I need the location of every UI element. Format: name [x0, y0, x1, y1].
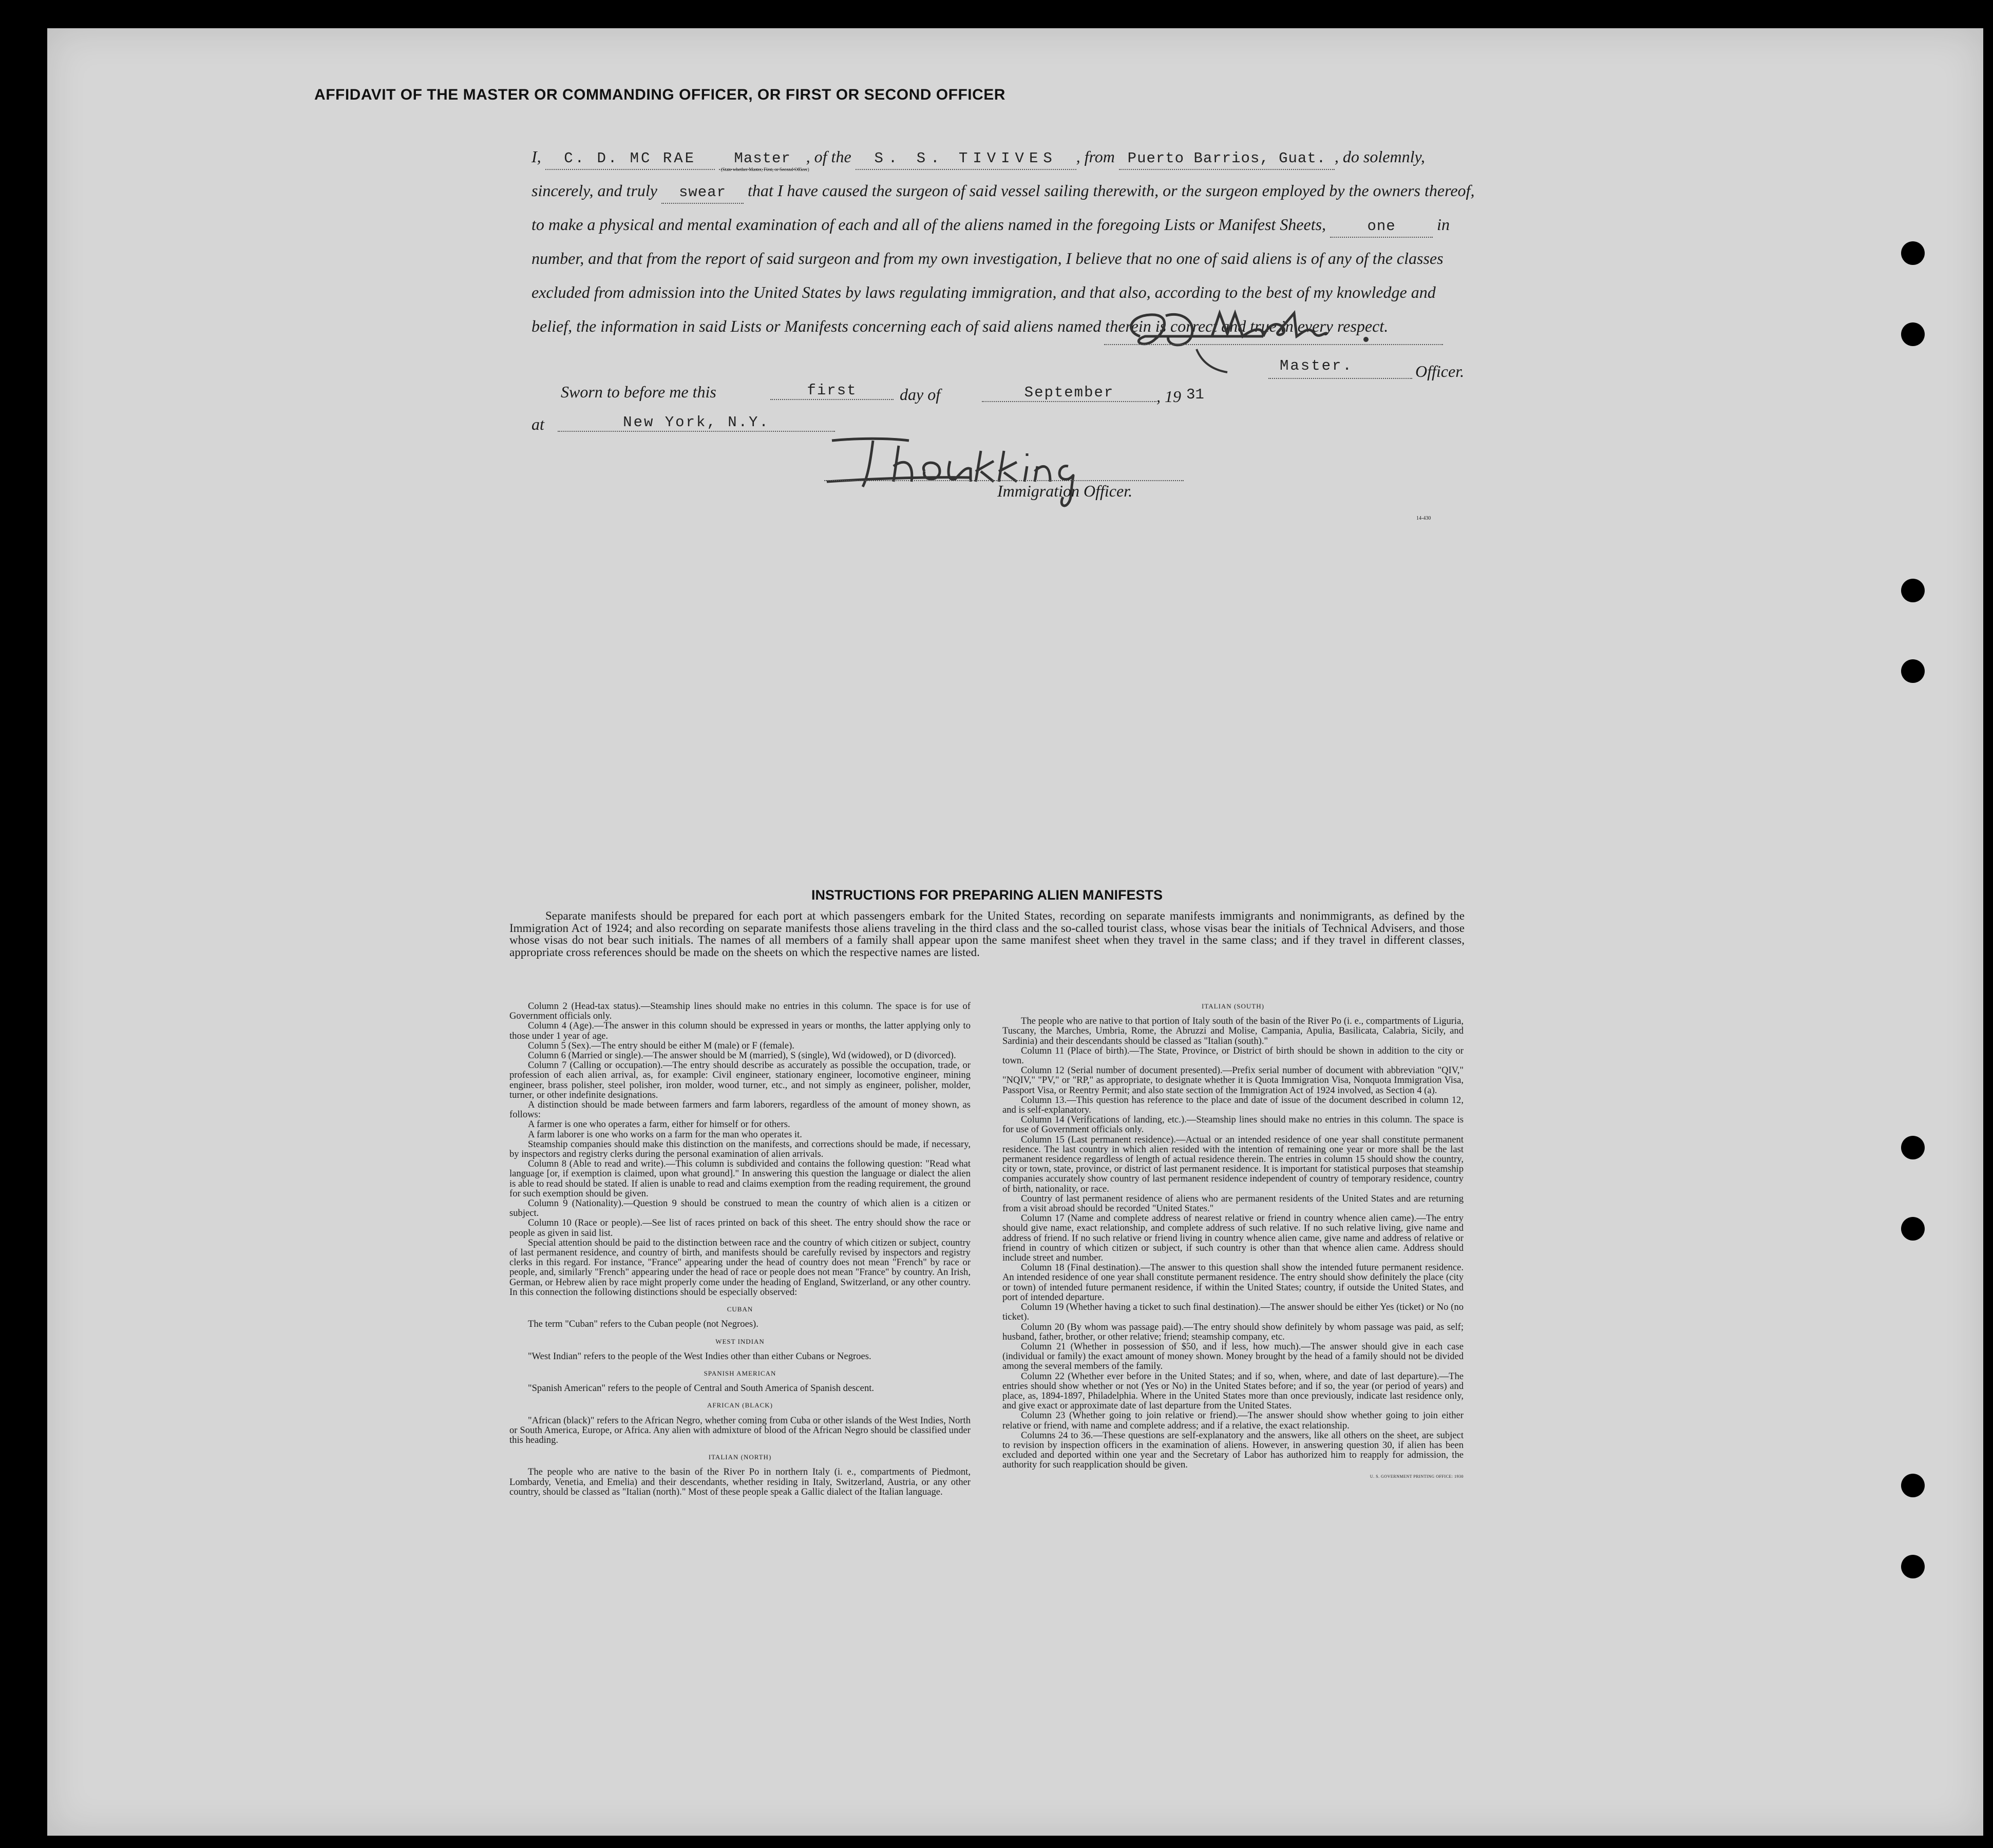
of-the-label: , of the [806, 147, 851, 166]
punch-hole [1901, 1136, 1925, 1159]
instruction-paragraph: Column 6 (Married or single).—The answer should be M (married), S (single), Wd (widowed), or D (divorced). [528, 1050, 956, 1061]
master-name-field [545, 146, 715, 170]
instruction-paragraph: Column 19 (Whether having a ticket to such final destination).—The answer should be either Yes (ticket) or No (no ticket). [1002, 1302, 1464, 1323]
instructions-right-column [1002, 1001, 1464, 1481]
sworn-label: Sworn to before me this [561, 383, 716, 401]
instruction-paragraph: Column 4 (Age).—The answer in this column should be expressed in years or months, the latter applying only to those under 1 year of age. [509, 1020, 971, 1041]
punch-hole [1901, 1217, 1925, 1241]
instruction-paragraph: Column 10 (Race or people).—See list of races printed on back of this sheet. The entry should show the race or people as given in said list. [509, 1217, 971, 1239]
punch-hole [1901, 322, 1925, 346]
instruction-paragraph: A distinction should be made between farmers and farm laborers, regardless of the amount of money shown, as follows: [509, 1099, 971, 1120]
instruction-paragraph: Column 11 (Place of birth).—The State, Province, or District of birth should be shown in addition to the city or town. [1002, 1045, 1464, 1066]
section-heading-african: AFRICAN (BLACK) [707, 1401, 773, 1409]
affidavit-text-2: in number, and that from the report of said surgeon and from my own investigation, I believe that no one of said aliens is of any of the classes excluded from admission into the United States by laws regulating immigration, and that also, according to the best of my knowledge and belief, the information in said Lists or Manifests concerning each of said aliens named therein is correct and true in every respect. [532, 215, 1450, 335]
officer-label: Officer. [1415, 362, 1465, 380]
punch-hole [1901, 659, 1925, 683]
instruction-paragraph: Columns 24 to 36.—These questions are self-explanatory and the answers, like all others on the sheet, are subject to revision by inspection officers in the examination of aliens. However, in answering question 30, if alien has been excluded and deported within one year and the Secretary of Labor has authorized him to reapply for admission, the authority for such reapplication should be given. [1002, 1430, 1464, 1471]
rank-value: Master [734, 150, 791, 167]
instruction-paragraph: "African (black)" refers to the African Negro, whether coming from Cuba or other islands of the West Indies, North or South America, Europe, or Africa. Any alien with admixture of blood of the African Negro should be classified under this heading. [509, 1415, 971, 1445]
swear-field [661, 180, 744, 204]
instruction-paragraph: Column 13.—This question has reference to the place and date of issue of the document described in column 12, and is self-explanatory. [1002, 1094, 1464, 1116]
instruction-paragraph: Column 18 (Final destination).—The answer to this question shall show the intended future permanent residence. An intended residence of one year shall constitute permanent residence. The entry should show definitely the place (city or town) of intended future permanent residence, if within the United States; country, if outside the United States, and port of intended departure. [1002, 1262, 1464, 1303]
rank-hint: (State whether Master, First, or Second Officer) [720, 167, 809, 172]
instructions-intro: Separate manifests should be prepared for each port at which passengers embark for the United States, recording on separate manifests immigrants and nonimmigrants, as defined by the Immigration Act of 1924; and also recording on separate manifests those aliens traveling in the third class and the so-called tourist class, whose visas bear the initials of Technical Advisers, and those whose visas do not bear such initials. The names of all members of a family shall appear upon the same manifest sheet when they travel in the same class; and if they travel in different classes, appropriate cross references should be made on the sheets on which the respective names are listed. [509, 909, 1465, 959]
sheets-value: one [1367, 218, 1396, 235]
form-number: 14-430 [1416, 516, 1431, 521]
sworn-day: first [770, 382, 894, 400]
master-name: C. D. MC RAE [564, 150, 696, 167]
section-heading-west-indian: WEST INDIAN [715, 1337, 765, 1345]
sincerely-label: solemnly, sincerely, and truly [532, 147, 1425, 200]
immigration-officer-signature [817, 430, 1145, 518]
section-heading-spanish-american: SPANISH AMERICAN [704, 1369, 776, 1377]
instructions-title: INSTRUCTIONS FOR PREPARING ALIEN MANIFESTS [811, 887, 1163, 903]
port-field [1119, 146, 1335, 170]
swear-value: swear [678, 184, 726, 201]
port-name: Puerto Barrios, Guat. [1127, 150, 1326, 167]
do-label: , do [1334, 147, 1359, 166]
affidavit-title: AFFIDAVIT OF THE MASTER OR COMMANDING OFFICER, OR FIRST OR SECOND OFFICER [314, 86, 1005, 103]
instruction-paragraph: Column 2 (Head-tax status).—Steamship lines should make no entries in this column. The space is for use of Government officials only. [509, 1001, 971, 1022]
officer-title-value: Master. [1280, 357, 1353, 374]
instruction-paragraph: Column 22 (Whether ever before in the United States; and if so, when, where, and date of last departure).—The entries should show whether or not (Yes or No) in the United States before; and if so, the year (or period of years) and place, as, 1894-1897, Philadelphia. Where in the United States more than once previously, indicate last residence only, and give exact or approximate date of last departure from the United States. [1002, 1370, 1464, 1412]
instruction-paragraph: Column 14 (Verifications of landing, etc.).—Steamship lines should make no entries in this column. The space is for use of Government officials only. [1002, 1114, 1464, 1135]
instruction-paragraph: Column 15 (Last permanent residence).—Actual or an intended residence of one year shall constitute permanent residence. The last country in which alien resided with the intention of remaining one year or more shall be the last permanent residence regardless of length of actual residence therein. The entries in column 15 should show the country, city or town, state, province, or district of last permanent residence. It is important for statistical purposes that steamship companies accurately show country of last permanent residence independent of country of temporary residence, country of birth, nationality, or race. [1002, 1134, 1464, 1194]
section-heading-italian-north: ITALIAN (NORTH) [708, 1453, 772, 1461]
section-heading-italian-south: ITALIAN (SOUTH) [1202, 1002, 1264, 1010]
instruction-paragraph: Column 9 (Nationality).—Question 9 should be construed to mean the country of which alien is a citizen or subject. [509, 1198, 971, 1219]
immigration-signature-line [824, 480, 1184, 481]
instruction-paragraph: Column 8 (Able to read and write).—This column is subdivided and contains the following question: "Read what language [or, if exemption is claimed, upon what ground]." In answering this question the language or dialect the alien is able to read should be stated. If alien is unable to read and claims exemption from the reading requirement, the ground for such exemption should be given. [509, 1158, 971, 1199]
year-prefix: , 19 [1156, 387, 1181, 406]
instruction-paragraph: Special attention should be paid to the distinction between race and the country of which citizen or subject, country of last permanent residence, and country of birth, and manifests should be carefully revised by inspectors and registry clerks in this regard. For instance, "France" appearing under the head of country does not mean "French" by race or people, and, similarly "French" appearing under the head of race or people does not mean "France" by country. An Irish, German, or Hebrew alien by race might properly come under the heading of England, Switzerland, or any other country. In this connection the following distinctions should be especially observed: [509, 1237, 971, 1298]
instruction-paragraph: Column 20 (By whom was passage paid).—The entry should show definitely by whom passage was paid, as self; husband, father, brother, or other relative; friend; steamship company, etc. [1002, 1321, 1464, 1342]
instruction-paragraph: The term "Cuban" refers to the Cuban people (not Negroes). [528, 1319, 758, 1330]
immigration-officer-label: Immigration Officer. [997, 482, 1133, 500]
punch-hole [1901, 241, 1925, 265]
sheets-field [1330, 214, 1433, 238]
instruction-paragraph: Country of last permanent residence of aliens who are permanent residents of the United States and are returning from a visit abroad should be recorded "United States." [1002, 1193, 1464, 1214]
instruction-paragraph: Steamship companies should make this distinction on the manifests, and corrections should be made, if necessary, by inspectors and registry clerks during the personal examination of alien arrivals. [509, 1138, 971, 1160]
instruction-paragraph: Column 17 (Name and complete address of nearest relative or friend in country whence alien came).—The entry should give name, exact relationship, and complete address of such relative. If no such relative living, give name and address of friend. If no such relative or friend living in country whence alien came, give name and address of relative or friend in country of which citizen or subject, if such country is other than that whence alien came. Address should include street and number. [1002, 1213, 1464, 1264]
instruction-paragraph: "Spanish American" refers to the people of Central and South America of Spanish descent. [528, 1383, 875, 1394]
punch-hole [1901, 1555, 1925, 1578]
day-of-label: day of [900, 385, 941, 404]
instruction-paragraph: Column 12 (Serial number of document presented).—Prefix serial number of document with abbreviation "QIV," "NQIV," "PV," or "RP," as appropriate, to designate whether it is Quota Immigration Visa, Nonquota Immigration Visa, Passport Visa, or Reentry Permit; and also state section of the Immigration Act of 1924 involved, as Section 4 (a). [1002, 1065, 1464, 1096]
instruction-paragraph: Column 5 (Sex).—The entry should be either M (male) or F (female). [528, 1040, 794, 1051]
affidavit-text-1: that I have caused the surgeon of said vessel sailing therewith, or the surgeon employed by the owners thereof, to make a physical and mental examination of each and all of the aliens named in the foregoing Lists or Manifest Sheets, [532, 181, 1475, 234]
printer-imprint [1002, 1470, 1464, 1481]
instruction-paragraph: The people who are native to that portion of Italy south of the basin of the River Po (i. e., compartments of Liguria, Tuscany, the Marches, Umbria, Rome, the Abruzzi and Molise, Campania, Apulia, Basilicata, Calabria, Sicily, and Sardinia) and their descendants should be classed as "Italian (south)." [1002, 1016, 1464, 1046]
instruction-paragraph: A farm laborer is one who works on a farm for the man who operates it. [528, 1129, 802, 1140]
punch-hole [1901, 1474, 1925, 1497]
instruction-paragraph: Column 23 (Whether going to join relative or friend).—The answer should show whether going to join either relative or friend, with name and complete address; and if a relative, the exact relationship. [1002, 1410, 1464, 1431]
at-label: at [532, 415, 544, 433]
punch-hole [1901, 579, 1925, 602]
rank-field [719, 146, 809, 172]
instruction-paragraph: "West Indian" refers to the people of the West Indies other than either Cubans or Negroes. [528, 1350, 871, 1362]
officer-title-line [1268, 378, 1412, 379]
from-label: , from [1076, 147, 1115, 166]
sworn-place: New York, N.Y. [558, 414, 835, 432]
vessel-name: S. S. TIVIVES [874, 150, 1057, 167]
instruction-paragraph: Column 21 (Whether in possession of $50, and if less, how much).—The answer should give in each case (individual or family) the exact amount of money shown. Money brought by the head of a family should not be divided among the several members of the family. [1002, 1341, 1464, 1372]
instruction-paragraph: A farmer is one who operates a farm, either for himself or for others. [528, 1119, 790, 1130]
signature-line [1104, 344, 1443, 345]
printer-imprint-text: U. S. GOVERNMENT PRINTING OFFICE: 1930 [1370, 1474, 1464, 1479]
section-heading-cuban: CUBAN [727, 1305, 753, 1313]
sworn-year: 31 [1186, 386, 1204, 403]
instructions-left-column [509, 1001, 971, 1497]
instruction-paragraph: Column 7 (Calling or occupation).—The entry should describe as accurately as possible the occupation, trade, or profession of each alien arrival, as, for example: Civil engineer, stationary engineer, locomotive engineer, mining engineer, brass polisher, steel polisher, iron molder, wood turner, etc., and not simply as engineer, polisher, molder, turner, or other indefinite designations. [509, 1060, 971, 1100]
sworn-month: September [982, 384, 1156, 402]
affidavit-i: I, [532, 147, 541, 166]
vessel-field [856, 146, 1076, 170]
instruction-paragraph: The people who are native to the basin of the River Po in northern Italy (i. e., compartments of Piedmont, Lombardy, Venetia, and Emelia) and their descendants, whether residing in Italy, Switzerland, Austria, or any other country, should be classed as "Italian (north)." Most of these people speak a Gallic dialect of the Italian language. [509, 1466, 971, 1497]
